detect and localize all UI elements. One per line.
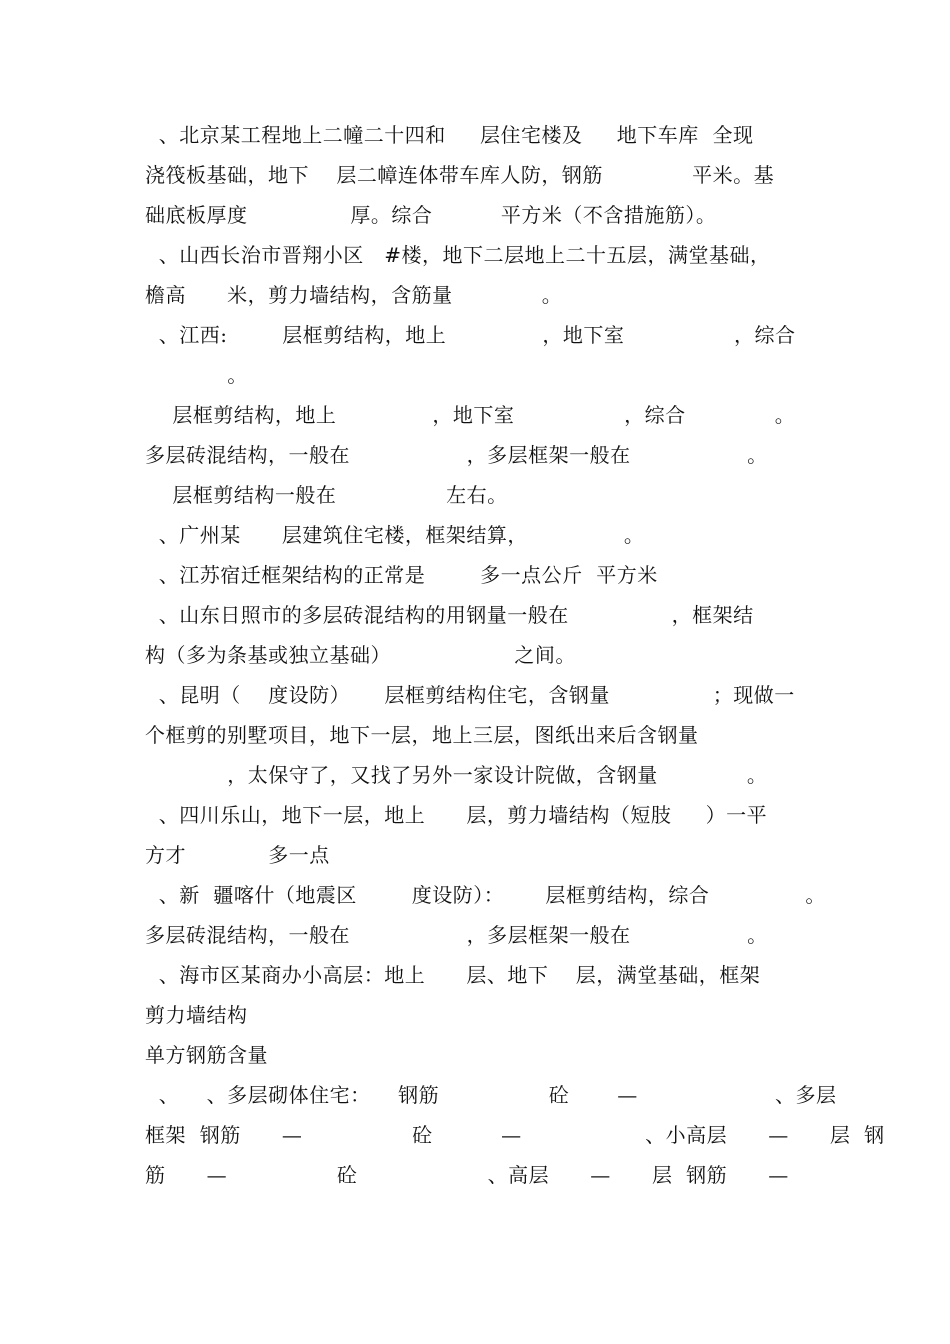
text-line: 、四川乐山，地下一层，地上 层，剪力墙结构（短肢 ）一平 — [145, 803, 768, 827]
text-line: 多层砖混结构，一般在 ，多层框架一般在 。 — [145, 443, 768, 467]
text-line: 剪力墙结构 — [145, 1003, 248, 1027]
text-line: 浇筏板基础，地下 层二幛连体带车库人防，钢筋 平米。基 — [145, 163, 775, 187]
text-line: 础底板厚度 厚。综合 平方米（不含措施筋）。 — [145, 203, 717, 227]
text-line: 、 、多层砌体住宅： 钢筋 砼 — 、多层 — [145, 1083, 837, 1107]
text-line: 、新 疆喀什（地震区 度设防）： 层框剪结构，综合 。 — [145, 883, 826, 907]
text-line: 、江苏宿迁框架结构的正常是 多一点公斤 平方米 — [145, 563, 658, 587]
text-line: 檐高 米，剪力墙结构，含筋量 。 — [145, 283, 563, 307]
text-line: 多层砖混结构，一般在 ，多层框架一般在 。 — [145, 923, 768, 947]
text-line: 、北京某工程地上二幢二十四和 层住宅楼及 地下车库 全现 — [145, 123, 754, 147]
text-line: ，太保守了，又找了另外一家设计院做，含钢量 。 — [145, 763, 768, 787]
text-line: 方才 多一点 — [145, 843, 330, 867]
text-line: 构（多为条基或独立基础） 之间。 — [145, 643, 576, 667]
text-line: 、山东日照市的多层砖混结构的用钢量一般在 ，框架结 — [145, 603, 754, 627]
text-line: 筋 — 砼 、高层 — 层 钢筋 — — [145, 1163, 789, 1187]
text-line: 、广州某 层建筑住宅楼，框架结算， 。 — [145, 523, 645, 547]
text-line: 层框剪结构一般在 左右。 — [145, 483, 508, 507]
text-line: 、昆明（ 度设防） 层框剪结构住宅，含钢量 ；现做一 — [145, 683, 795, 707]
text-line: 框架 钢筋 — 砼 — 、小高层 — 层 钢 — [145, 1123, 885, 1147]
text-line: 层框剪结构，地上 ，地下室 ，综合 。 — [145, 403, 796, 427]
text-line: 、山西长治市晋翔小区 #楼，地下二层地上二十五层，满堂基础， — [145, 243, 771, 267]
text-line: 、海市区某商办小高层：地上 层、地下 层，满堂基础，框架 — [145, 963, 761, 987]
text-line: 个框剪的别墅项目，地下一层，地上三层，图纸出来后含钢量 — [145, 723, 699, 747]
text-line: 单方钢筋含量 — [145, 1043, 268, 1067]
text-line: 、江西: 层框剪结构，地上 ，地下室 ，综合 — [145, 323, 796, 347]
text-line: 。 — [145, 363, 248, 387]
